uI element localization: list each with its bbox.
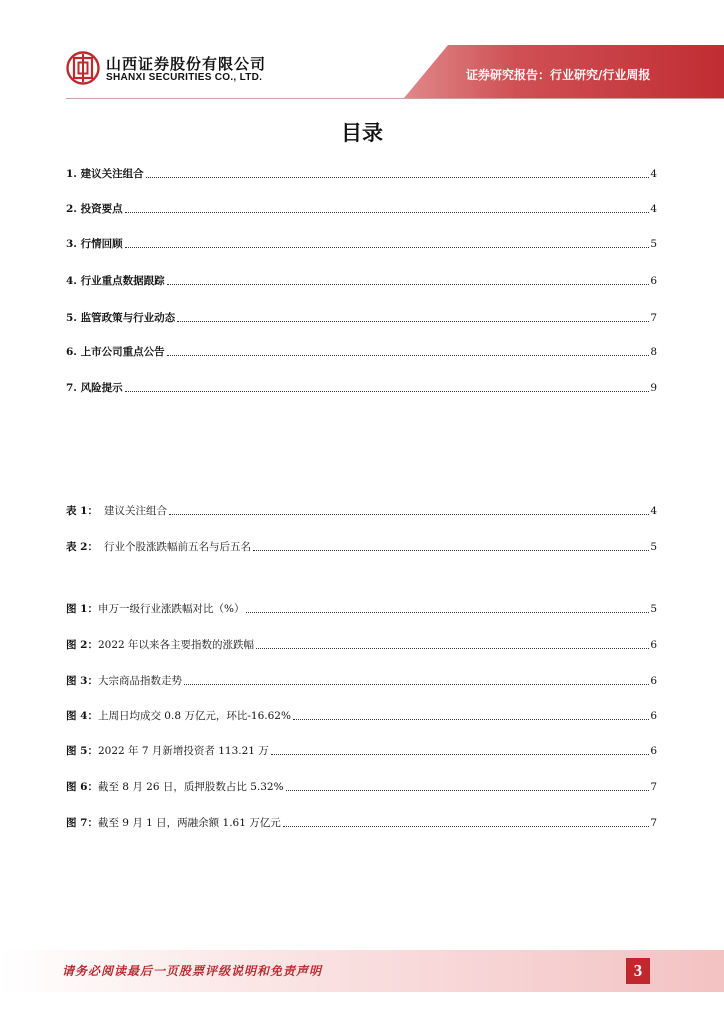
figure-entry-title: 上周日均成交 0.8 万亿元，环比-16.62%: [97, 710, 291, 722]
table-list-entry[interactable]: [66, 503, 657, 519]
table-entry-prefix: 表 1：: [66, 505, 98, 517]
toc-entry[interactable]: [66, 273, 657, 289]
figure-entry-page: 6: [650, 710, 657, 722]
figure-list-entry[interactable]: [66, 779, 657, 795]
toc-entry-label: 7. 风险提示: [66, 382, 123, 394]
figure-entry-page: 6: [650, 639, 657, 651]
toc-entry[interactable]: [66, 344, 657, 360]
page-header: [0, 0, 724, 100]
toc-entry-label: 2. 投资要点: [66, 203, 123, 215]
figure-entry-label: [66, 637, 254, 653]
toc-entry-page: 4: [650, 203, 657, 215]
toc-leader-dots: [293, 718, 649, 720]
toc-entry-page: 4: [650, 168, 657, 180]
toc-leader-dots: [246, 611, 649, 613]
toc-entry-page: 6: [650, 275, 657, 287]
figure-entry-title: 2022 年 7 月新增投资者 113.21 万: [97, 745, 269, 757]
toc-leader-dots: [125, 390, 650, 392]
toc-entry-label: 4. 行业重点数据跟踪: [66, 275, 165, 287]
figure-entry-page: 7: [650, 817, 657, 829]
figure-entry-prefix: 图 6：: [66, 781, 98, 793]
toc-entry-page: 8: [650, 346, 657, 358]
figure-entry-prefix: 图 5：: [66, 745, 98, 757]
figure-entry-label: [66, 673, 182, 689]
figure-entry-title: 2022 年以来各主要指数的涨跌幅: [97, 639, 255, 651]
table-entry-label: [66, 539, 251, 555]
toc-entry[interactable]: [66, 310, 657, 326]
figure-entry-title: 截至 9 月 1 日，两融余额 1.61 万亿元: [97, 817, 281, 829]
figure-entry-prefix: 图 1：: [66, 603, 98, 615]
toc-entry-label: 5. 监管政策与行业动态: [66, 312, 176, 324]
table-entry-label: [66, 503, 167, 519]
figure-entry-label: [66, 708, 291, 724]
toc-entry[interactable]: [66, 236, 657, 252]
figure-entry-label: [66, 743, 269, 759]
toc-leader-dots: [283, 825, 650, 827]
report-type: 证券研究报告：行业研究/行业周报: [466, 68, 651, 82]
figure-entry-title: 截至 8 月 26 日，质押股数占比 5.32%: [97, 781, 284, 793]
company-name-cn: 山西证券股份有限公司: [106, 55, 267, 73]
toc-entry[interactable]: [66, 380, 657, 396]
table-list-entry[interactable]: [66, 539, 657, 555]
figure-entry-label: [66, 601, 244, 617]
table-entry-title: 行业个股涨跌幅前五名与后五名: [104, 541, 251, 553]
figure-list-entry[interactable]: [66, 637, 657, 653]
figure-entry-label: [66, 815, 281, 831]
figure-entry-label: [66, 779, 284, 795]
toc-leader-dots: [253, 549, 649, 551]
toc-leader-dots: [169, 513, 649, 515]
toc-leader-dots: [167, 283, 650, 285]
figure-entry-title: 大宗商品指数走势: [97, 675, 182, 687]
figure-entry-page: 5: [650, 603, 657, 615]
toc-leader-dots: [184, 683, 649, 685]
header-divider: [66, 98, 724, 99]
company-name-en: SHANXI SECURITIES CO., LTD.: [106, 72, 263, 83]
toc-entry-label: 1. 建议关注组合: [66, 168, 144, 180]
table-entry-prefix: 表 2：: [66, 541, 98, 553]
shanxi-securities-logo-icon: [66, 51, 100, 85]
figure-entry-page: 6: [650, 675, 657, 687]
toc-leader-dots: [146, 176, 650, 178]
toc-leader-dots: [125, 246, 650, 248]
toc-leader-dots: [125, 211, 650, 213]
toc-leader-dots: [177, 320, 649, 322]
toc-entry[interactable]: [66, 166, 657, 182]
figure-entry-page: 6: [650, 745, 657, 757]
figure-list-entry[interactable]: [66, 673, 657, 689]
toc-entry[interactable]: [66, 201, 657, 217]
toc-entry-label: 3. 行情回顾: [66, 238, 123, 250]
figure-entry-prefix: 图 7：: [66, 817, 98, 829]
table-entry-page: 5: [650, 541, 657, 553]
toc-leader-dots: [286, 789, 650, 791]
toc-leader-dots: [256, 647, 649, 649]
figure-entry-prefix: 图 2：: [66, 639, 98, 651]
figure-entry-prefix: 图 4：: [66, 710, 98, 722]
toc-entry-page: 5: [650, 238, 657, 250]
table-entry-title: 建议关注组合: [104, 505, 167, 517]
toc-entry-page: 9: [650, 382, 657, 394]
figure-list-entry[interactable]: [66, 708, 657, 724]
toc-leader-dots: [271, 753, 650, 755]
table-entry-page: 4: [650, 505, 657, 517]
figure-entry-title: 申万一级行业涨跌幅对比（%）: [97, 603, 245, 615]
toc-entry-page: 7: [650, 312, 657, 324]
footer-disclaimer: 请务必阅读最后一页股票评级说明和免责声明: [62, 964, 323, 978]
page-number: 3: [626, 958, 650, 984]
figure-entry-prefix: 图 3：: [66, 675, 98, 687]
toc-entry-label: 6. 上市公司重点公告: [66, 346, 165, 358]
figure-list-entry[interactable]: [66, 743, 657, 759]
figure-list-entry[interactable]: [66, 601, 657, 617]
toc-leader-dots: [167, 354, 650, 356]
page-title: 目录: [341, 121, 383, 145]
figure-entry-page: 7: [650, 781, 657, 793]
figure-list-entry[interactable]: [66, 815, 657, 831]
